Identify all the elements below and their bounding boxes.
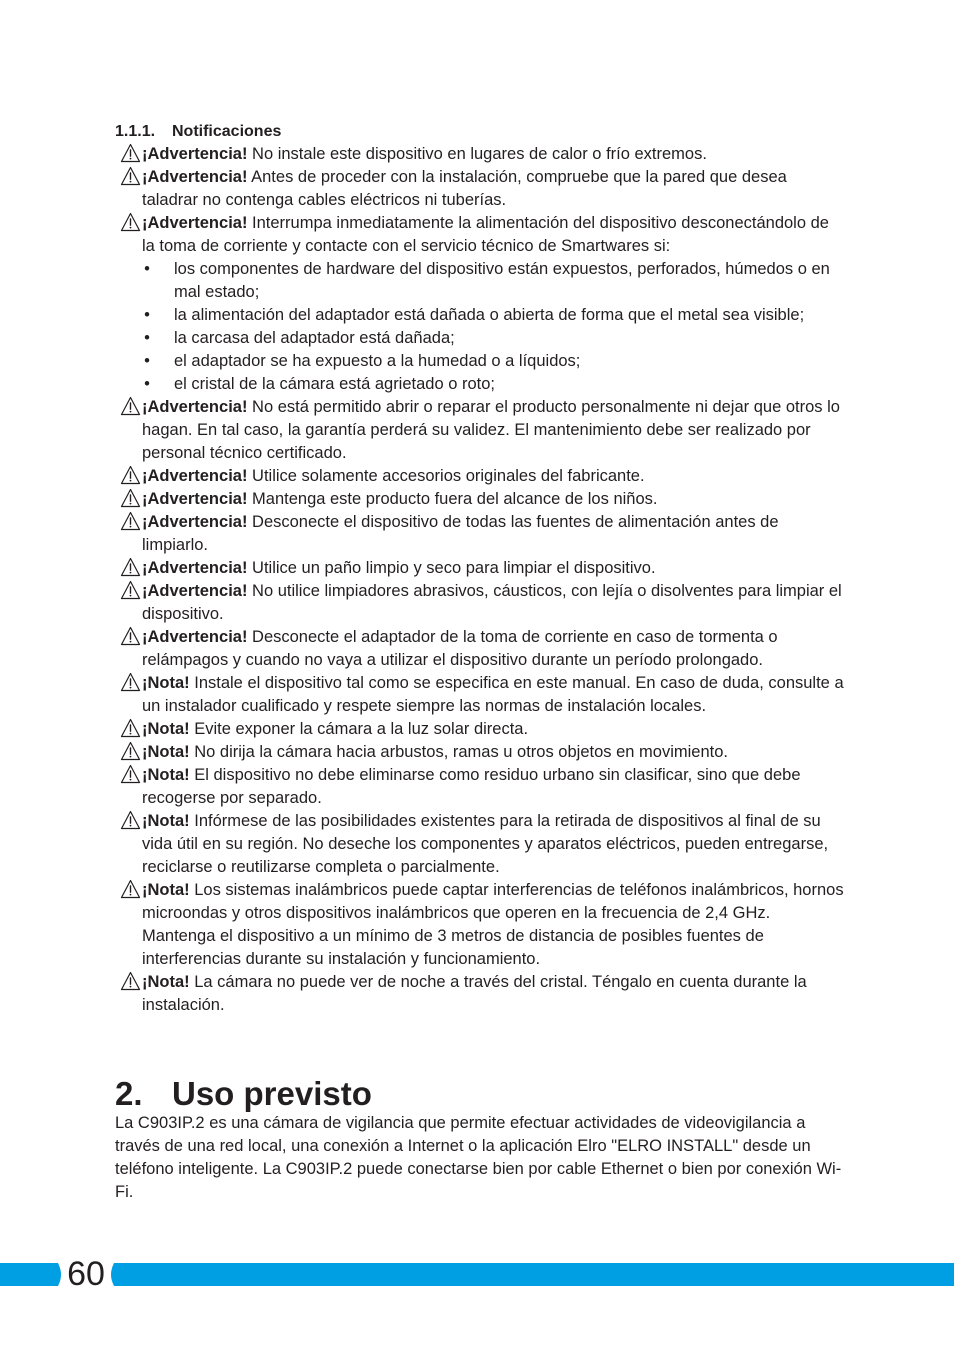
note-text: Desconecte el dispositivo de todas las fuentes de alimentación antes de limpiarlo. [142, 513, 779, 554]
footer-bar-left [0, 1263, 54, 1286]
list-item [115, 304, 845, 327]
list-item [115, 258, 845, 304]
note-text: Los sistemas inalámbricos puede captar interferencias de teléfonos inalámbricos, hornos microondas y otros dispositivos inalámbricos que operen en la frecuencia de 2,4 GHz. Mantenga el dispositivo a un mínimo de 3 metros de distancia de posibles fuentes de interferencias durante su instalación y funcionamiento. [142, 881, 844, 968]
warning-item [115, 166, 845, 212]
list-item-text: el cristal de la cámara está agrietado o roto; [174, 375, 496, 393]
note-text: Mantenga este producto fuera del alcance de los niños. [247, 490, 658, 508]
note-label: ¡Advertencia! [142, 398, 248, 416]
warning-triangle-icon [120, 166, 141, 186]
warning-triangle-icon [120, 971, 141, 991]
note-label: ¡Nota! [142, 812, 190, 830]
note-item [115, 764, 845, 810]
note-text: Instale el dispositivo tal como se especifica en este manual. En caso de duda, consulte a un instalador cualificado y respete siempre las normas de instalación locales. [142, 674, 844, 715]
warning-item [115, 212, 845, 258]
subsection-title: Notificaciones [172, 123, 282, 140]
warning-triangle-icon [120, 212, 141, 232]
note-label: ¡Advertencia! [142, 490, 248, 508]
warning-triangle-icon [120, 741, 141, 761]
note-label: ¡Advertencia! [142, 582, 248, 600]
warning-item [115, 626, 845, 672]
warning-item [115, 396, 845, 465]
note-text: No dirija la cámara hacia arbustos, ramas u otros objetos en movimiento. [189, 743, 728, 761]
note-text: Infórmese de las posibilidades existentes para la retirada de dispositivos al final de su vida útil en su región. No deseche los componentes y aparatos eléctricos, pueden entregarse, reciclarse o reutilizarse completa o parcialmente. [142, 812, 829, 876]
note-text: El dispositivo no debe eliminarse como residuo urbano sin clasificar, sino que debe recogerse por separado. [142, 766, 801, 807]
warning-triangle-icon [120, 580, 141, 600]
warning-item [115, 488, 845, 511]
warning-triangle-icon [120, 672, 141, 692]
warning-triangle-icon [120, 557, 141, 577]
bullet-glyph: • [144, 329, 150, 347]
list-item-text: la alimentación del adaptador está dañada o abierta de forma que el metal sea visible; [174, 306, 805, 324]
note-text: Desconecte el adaptador de la toma de corriente en caso de tormenta o relámpagos y cuando no vaya a utilizar el dispositivo durante un período prolongado. [142, 628, 778, 669]
note-item [115, 810, 845, 879]
warning-triangle-icon [120, 718, 141, 738]
page-number: 60 [67, 1255, 105, 1293]
subsection-number: 1.1.1. [115, 123, 156, 140]
warning-item [115, 143, 845, 166]
note-text: Evite exponer la cámara a la luz solar directa. [189, 720, 529, 738]
list-item-text: los componentes de hardware del dispositivo están expuestos, perforados, húmedos o en mal estado; [174, 260, 830, 301]
bullet-glyph: • [144, 352, 150, 370]
warning-item [115, 465, 845, 488]
note-label: ¡Advertencia! [142, 467, 248, 485]
note-label: ¡Advertencia! [142, 168, 248, 186]
note-text: No utilice limpiadores abrasivos, cáusticos, con lejía o disolventes para limpiar el dispositivo. [142, 582, 842, 623]
note-label: ¡Advertencia! [142, 628, 248, 646]
warning-triangle-icon [120, 810, 141, 830]
note-label: ¡Advertencia! [142, 145, 248, 163]
note-text: La cámara no puede ver de noche a través del cristal. Téngalo en cuenta durante la instalación. [142, 973, 807, 1014]
footer-bar [0, 1263, 954, 1286]
note-text: Interrumpa inmediatamente la alimentación del dispositivo desconectándolo de la toma de corriente y contacte con el servicio técnico de Smartwares si: [142, 214, 829, 255]
section-heading [115, 1071, 372, 1117]
warning-item [115, 580, 845, 626]
note-text: Antes de proceder con la instalación, compruebe que la pared que desea taladrar no contenga cables eléctricos ni tuberías. [142, 168, 787, 209]
section-number: 2. [115, 1075, 143, 1112]
warning-triangle-icon [120, 488, 141, 508]
note-label: ¡Nota! [142, 743, 190, 761]
subsection-heading [115, 121, 281, 143]
note-label: ¡Advertencia! [142, 513, 248, 531]
warning-triangle-icon [120, 465, 141, 485]
note-item [115, 672, 845, 718]
note-text: Utilice un paño limpio y seco para limpiar el dispositivo. [247, 559, 656, 577]
note-label: ¡Nota! [142, 766, 190, 784]
bullet-glyph: • [144, 260, 150, 278]
note-label: ¡Nota! [142, 881, 190, 899]
note-item [115, 741, 845, 764]
bullet-glyph: • [144, 306, 150, 324]
warning-item [115, 511, 845, 557]
note-label: ¡Advertencia! [142, 214, 248, 232]
warning-triangle-icon [120, 143, 141, 163]
warning-item [115, 557, 845, 580]
note-label: ¡Nota! [142, 674, 190, 692]
bullet-glyph: • [144, 375, 150, 393]
section-title: Uso previsto [172, 1075, 372, 1112]
note-label: ¡Nota! [142, 720, 190, 738]
list-item [115, 327, 845, 350]
note-label: ¡Nota! [142, 973, 190, 991]
note-item [115, 971, 845, 1017]
note-item [115, 718, 845, 741]
section-body: La C903IP.2 es una cámara de vigilancia que permite efectuar actividades de videovigilancia a través de una red local, una conexión a Internet o la aplicación Elro "ELRO INSTALL" desde un teléfono inteligente. La C903IP.2 puede conectarse bien por cable Ethernet o bien por conexión Wi-Fi. [115, 1114, 842, 1201]
list-item [115, 350, 845, 373]
note-text: No instale este dispositivo en lugares de calor o frío extremos. [247, 145, 707, 163]
warning-triangle-icon [120, 626, 141, 646]
bullet-list [115, 258, 845, 396]
note-label: ¡Advertencia! [142, 559, 248, 577]
list-item-text: la carcasa del adaptador está dañada; [174, 329, 455, 347]
note-item [115, 879, 845, 971]
note-text: Utilice solamente accesorios originales del fabricante. [247, 467, 645, 485]
note-text: No está permitido abrir o reparar el producto personalmente ni dejar que otros lo hagan. En tal caso, la garantía perderá su validez. El mantenimiento debe ser realizado por personal técnico certificado. [142, 398, 840, 462]
footer-bar-right [118, 1263, 954, 1286]
notifications-list [115, 143, 845, 1017]
warning-triangle-icon [120, 511, 141, 531]
warning-triangle-icon [120, 396, 141, 416]
warning-triangle-icon [120, 879, 141, 899]
warning-triangle-icon [120, 764, 141, 784]
list-item [115, 373, 845, 396]
list-item-text: el adaptador se ha expuesto a la humedad o a líquidos; [174, 352, 581, 370]
